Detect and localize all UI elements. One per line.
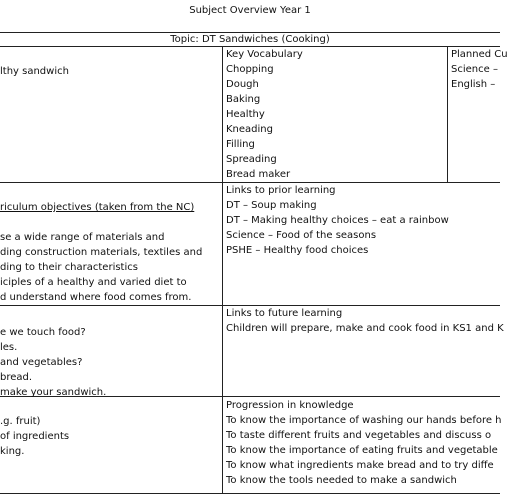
cell-text <box>0 399 220 414</box>
key-vocabulary-cell <box>226 47 446 182</box>
planned-curriculum-cell <box>451 47 508 92</box>
cell-text: make your sandwich. <box>0 387 107 398</box>
planned-item: Science – <box>451 64 498 75</box>
list-item: To know the importance of eating fruits and vegetable <box>226 445 498 456</box>
vocab-item: Bread maker <box>226 169 291 180</box>
vocab-item: Spreading <box>226 154 277 165</box>
row4-left-cell <box>0 399 220 459</box>
list-item: Children will prepare, make and cook food in KS1 and K <box>226 323 504 334</box>
key-vocabulary-heading: Key Vocabulary <box>226 49 303 60</box>
vocab-item: Kneading <box>226 124 273 135</box>
future-learning-cell <box>226 306 504 336</box>
progression-knowledge-cell <box>226 398 500 488</box>
cell-text: iciples of a healthy and varied diet to <box>0 277 187 288</box>
vocab-item: Baking <box>226 94 261 105</box>
row3-left-cell <box>0 310 220 400</box>
cell-text: king. <box>0 446 25 457</box>
list-item: DT – Soup making <box>226 200 317 211</box>
cell-text: se a wide range of materials and <box>0 232 165 243</box>
cell-text: d understand where food comes from. <box>0 292 192 303</box>
list-item: To taste different fruits and vegetables and discuss o <box>226 430 492 441</box>
planned-item: English – <box>451 79 496 90</box>
cell-text: of ingredients <box>0 431 70 442</box>
cell-text: lthy sandwich <box>0 66 69 77</box>
list-item: To know the tools needed to make a sandwich <box>226 475 457 486</box>
cell-text: and vegetables? <box>0 357 83 368</box>
list-item: To know what ingredients make bread and to try diffe <box>226 460 494 471</box>
vocab-item: Chopping <box>226 64 274 75</box>
cell-text: ding construction materials, textiles and <box>0 247 203 258</box>
vocab-item: Healthy <box>226 109 265 120</box>
cell-text: ding to their characteristics <box>0 262 138 273</box>
vocab-item: Dough <box>226 79 259 90</box>
table-border-bottom <box>0 493 500 494</box>
column-divider <box>447 46 448 182</box>
list-item: Science – Food of the seasons <box>226 230 377 241</box>
curriculum-objectives-heading: riculum objectives (taken from the NC) <box>0 202 195 213</box>
cell-text <box>0 310 220 325</box>
cell-text: e we touch food? <box>0 327 86 338</box>
list-item: DT – Making healthy choices – eat a rainbow <box>226 215 449 226</box>
cell-text: .g. fruit) <box>0 416 41 427</box>
list-item: PSHE – Healthy food choices <box>226 245 369 256</box>
list-item: To know the importance of washing our hands before h <box>226 415 502 426</box>
table-border-top <box>0 32 500 33</box>
row1-left-cell <box>0 64 220 79</box>
document-title: Subject Overview Year 1 <box>189 5 311 16</box>
cell-text: les. <box>0 342 18 353</box>
curriculum-objectives-cell <box>0 200 220 305</box>
future-learning-heading: Links to future learning <box>226 308 343 319</box>
vocab-item: Filling <box>226 139 255 150</box>
topic-heading: Topic: DT Sandwiches (Cooking) <box>170 34 330 45</box>
planned-curriculum-heading: Planned Cu <box>451 49 508 60</box>
progression-heading: Progression in knowledge <box>226 400 354 411</box>
prior-learning-heading: Links to prior learning <box>226 185 336 196</box>
prior-learning-cell <box>226 183 500 258</box>
cell-text: bread. <box>0 372 33 383</box>
cell-text <box>0 215 220 230</box>
column-divider <box>222 46 223 493</box>
